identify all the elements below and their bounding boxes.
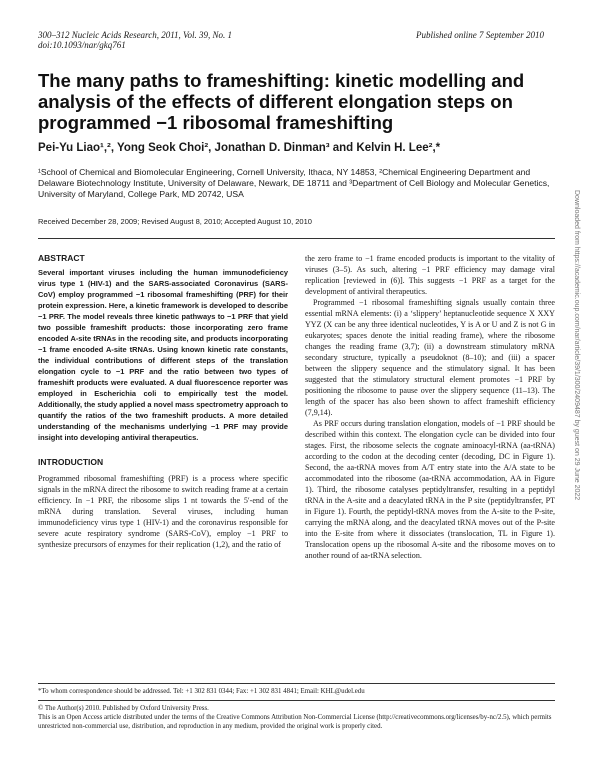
abstract-heading: ABSTRACT	[38, 253, 85, 263]
affiliations: ¹School of Chemical and Biomolecular Engineering, Cornell University, Ithaca, NY 14853, ²Chemical Engineering Department and Delaware Biotechnology Institute, University of Delaware, Newark, DE 18711 and ³Department of Cell Biology and Molecular Genetics, University of Maryland, College Park, MD 20742, USA	[38, 167, 550, 199]
published-date: Published online 7 September 2010	[416, 30, 544, 40]
download-watermark: Downloaded from https://academic.oup.com/nar/article/39/1/300/2409487 by guest on 29 June 2022	[573, 190, 580, 501]
footnote-rule	[38, 683, 555, 684]
author-list: Pei-Yu Liao¹,², Yong Seok Choi², Jonathan D. Dinman³ and Kelvin H. Lee²,*	[38, 142, 441, 154]
right-paragraph-1: the zero frame to −1 frame encoded products is important to the vitality of viruses (3–5). As such, altering −1 PRF efficiency may damage viral replication [reviewed in (6)]. This suggests −1 PRF as a target for the development of antiviral therapeutics.	[305, 254, 555, 296]
journal-citation	[38, 30, 232, 50]
copyright-rule	[38, 700, 555, 701]
abstract-text: Several important viruses including the human immunodeficiency virus type 1 (HIV-1) and the SARS-associated Coronavirus (SARS-CoV) employ programmed −1 ribosomal frameshifting (PRF) for their protein expression. Here, a kinetic framework is developed to describe −1 PRF. The model reveals three kinetic pathways to −1 PRF that yield two possible frameshift products: those incorporating zero frame encoded A-site tRNAs in the recoding site, and products incorporating −1 frame encoded A-site tRNAs. Using known kinetic rate constants, the individual contributions of different steps of the translation elongation cycle to −1 PRF and the ratio between two types of frameshift products were evaluated. A dual fluorescence reporter was employed in Escherichia coli to empirically test the model. Additionally, the study applied a novel mass spectrometry approach to quantify the ratios of the two frameshift products. A more detailed understanding of the mechanisms underlying −1 PRF may provide insight into developing antiviral therapeutics.	[38, 268, 288, 442]
intro-paragraph-1: Programmed ribosomal frameshifting (PRF) is a process where specific signals in the mRNA direct the ribosome to switch reading frame at a certain efficiency. In −1 PRF, the ribosome slips 1 nt towards the 5′-end of the mRNA during translation. Several viruses, including human immunodeficiency virus type 1 (HIV-1) and the coronavirus responsible for severe acute respiratory syndrome (SARS-CoV), employ −1 PRF to synthesize precursors of enzymes for their replication (1,2), and the ratio of	[38, 474, 288, 549]
copyright-notice: © The Author(s) 2010. Published by Oxford University Press.	[38, 705, 209, 712]
introduction-heading: INTRODUCTION	[38, 457, 104, 467]
doi-line: doi:10.1093/nar/gkq761	[38, 40, 126, 50]
right-column	[305, 253, 555, 561]
license-notice: This is an Open Access article distributed under the terms of the Creative Commons Attribution Non-Commercial License (http://creativecommons.org/licenses/by-nc/2.5), which permits unrestricted non-commercial use, distribution, and reproduction in any medium, provided the original work is properly cited.	[38, 714, 552, 730]
citation-line: 300–312 Nucleic Acids Research, 2011, Vol. 39, No. 1	[38, 30, 233, 40]
received-dates: Received December 28, 2009; Revised August 8, 2010; Accepted August 10, 2010	[38, 217, 312, 226]
right-paragraph-2: Programmed −1 ribosomal frameshifting signals usually contain three essential mRNA elements: (i) a ‘slippery’ heptanucleotide sequence X XXY YYZ (X can be any three identical nucleotides, Y is A or U and Z is not G in eukaryotes; spaces denote the initial reading frame), where the ribosome changes the reading frame (3,7); (ii) a downstream stimulatory mRNA secondary structure, typically a pseudoknot (8–10); and (iii) a spacer between the slippery sequence and the stimulatory signal. It has been suggested that the stimulatory structural element promotes −1 PRF by positioning the ribosome to pause over the slippery sequence (11–13). The length of the spacer has also been shown to affect frameshift efficiency (7,9,14).	[305, 298, 555, 417]
correspondence-footnote: *To whom correspondence should be addressed. Tel: +1 302 831 0344; Fax: +1 302 831 4841; Email: KHL@udel.edu	[38, 688, 365, 695]
left-column	[38, 253, 288, 550]
introduction-text	[38, 473, 288, 550]
article-title: The many paths to frameshifting: kinetic modelling and analysis of the effects of different elongation steps on programmed −1 ribosomal frameshifting	[38, 70, 525, 133]
header-rule	[38, 238, 555, 239]
right-paragraph-3: As PRF occurs during translation elongation, models of −1 PRF should be described within this context. The elongation cycle can be divided into four stages. First, the ribosome selects the cognate aminoacyl-tRNA (aa-tRNA) according to the codon at the decoding center (decoding, DC in Figure 1). Second, the aa-tRNA moves from A/T entry state into the A/A state to be accommodated into the ribosome (aa-tRNA accommodation, AA in Figure 1). Third, the ribosome catalyses peptidyltransfer, resulting in a peptidyl tRNA in the A-site and a deacylated tRNA in the P site (peptidyltransfer, PT in Figure 1). Fourth, the peptidyl-tRNA moves from the A-site to the P-site, carrying the mRNA along, and the deacylated tRNA moves out of the P-site into the E-site from where it dissociates (translocation, TL in Figure 1). Translocation opens up the ribosomal A-site and the ribosome moves on to another round of aa-tRNA selection.	[305, 419, 555, 560]
